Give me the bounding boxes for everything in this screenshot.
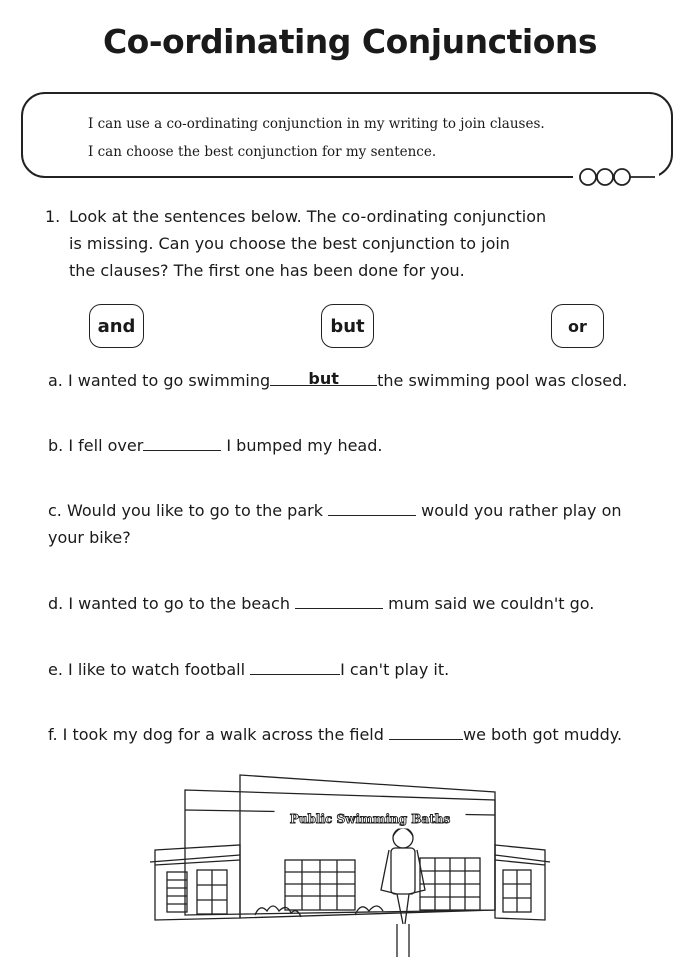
sentence-label: c. bbox=[48, 501, 62, 520]
sentence-after: would you rather play on bbox=[421, 501, 622, 520]
page-title: Co-ordinating Conjunctions bbox=[102, 22, 598, 61]
sentence-label: f. bbox=[48, 725, 58, 744]
sentence-c bbox=[48, 498, 622, 524]
sentence-before: Would you like to go to the park bbox=[66, 501, 323, 520]
objective-1: I can use a co-ordinating conjunction in my writing to join clauses. bbox=[88, 116, 545, 132]
sign-board bbox=[275, 810, 465, 828]
sentence-c-continuation: your bike? bbox=[48, 528, 131, 547]
sentence-before: I like to watch football bbox=[68, 660, 246, 679]
chain-rings-icon bbox=[571, 165, 661, 189]
objective-2: I can choose the best conjunction for my sentence. bbox=[88, 144, 437, 160]
sentence-d bbox=[48, 591, 594, 617]
sentence-before: I fell over bbox=[68, 436, 144, 455]
sentence-after: we both got muddy. bbox=[463, 725, 623, 744]
swimming-baths-building-illustration bbox=[145, 770, 555, 957]
answer-blank[interactable] bbox=[328, 498, 416, 516]
sentence-label: a. bbox=[48, 371, 63, 390]
sentence-after: the swimming pool was closed. bbox=[377, 371, 628, 390]
sign-text: Public Swimming Baths bbox=[289, 812, 451, 826]
word-bank-and[interactable]: and bbox=[89, 304, 144, 348]
answer-text: but bbox=[308, 369, 339, 388]
word-bank-or[interactable]: or bbox=[551, 304, 604, 348]
sentence-label: e. bbox=[48, 660, 63, 679]
answer-blank[interactable] bbox=[143, 433, 221, 451]
instruction-line-1: Look at the sentences below. The co-ordinating conjunction bbox=[69, 207, 547, 226]
answer-blank[interactable] bbox=[389, 722, 463, 740]
sentence-after: I can't play it. bbox=[340, 660, 450, 679]
sentence-label: d. bbox=[48, 594, 64, 613]
sentence-e bbox=[48, 657, 449, 683]
answer-blank[interactable] bbox=[250, 657, 340, 675]
answer-blank[interactable] bbox=[270, 368, 377, 386]
sentence-after: I bumped my head. bbox=[226, 436, 383, 455]
sentence-b bbox=[48, 433, 382, 459]
instruction-line-3: the clauses? The first one has been done for you. bbox=[69, 261, 465, 280]
sentence-f bbox=[48, 722, 622, 748]
instruction-line-2: is missing. Can you choose the best conjunction to join bbox=[69, 234, 510, 253]
sentence-before: I took my dog for a walk across the field bbox=[62, 725, 384, 744]
question-1-instructions bbox=[45, 203, 605, 284]
word-bank-but[interactable]: but bbox=[321, 304, 374, 348]
sentence-a bbox=[48, 368, 627, 394]
sentence-after: mum said we couldn't go. bbox=[388, 594, 595, 613]
sentence-before: I wanted to go to the beach bbox=[68, 594, 290, 613]
answer-blank[interactable] bbox=[295, 591, 383, 609]
question-number: 1. bbox=[45, 207, 61, 226]
sentence-label: b. bbox=[48, 436, 64, 455]
sentence-before: I wanted to go swimming bbox=[67, 371, 271, 390]
